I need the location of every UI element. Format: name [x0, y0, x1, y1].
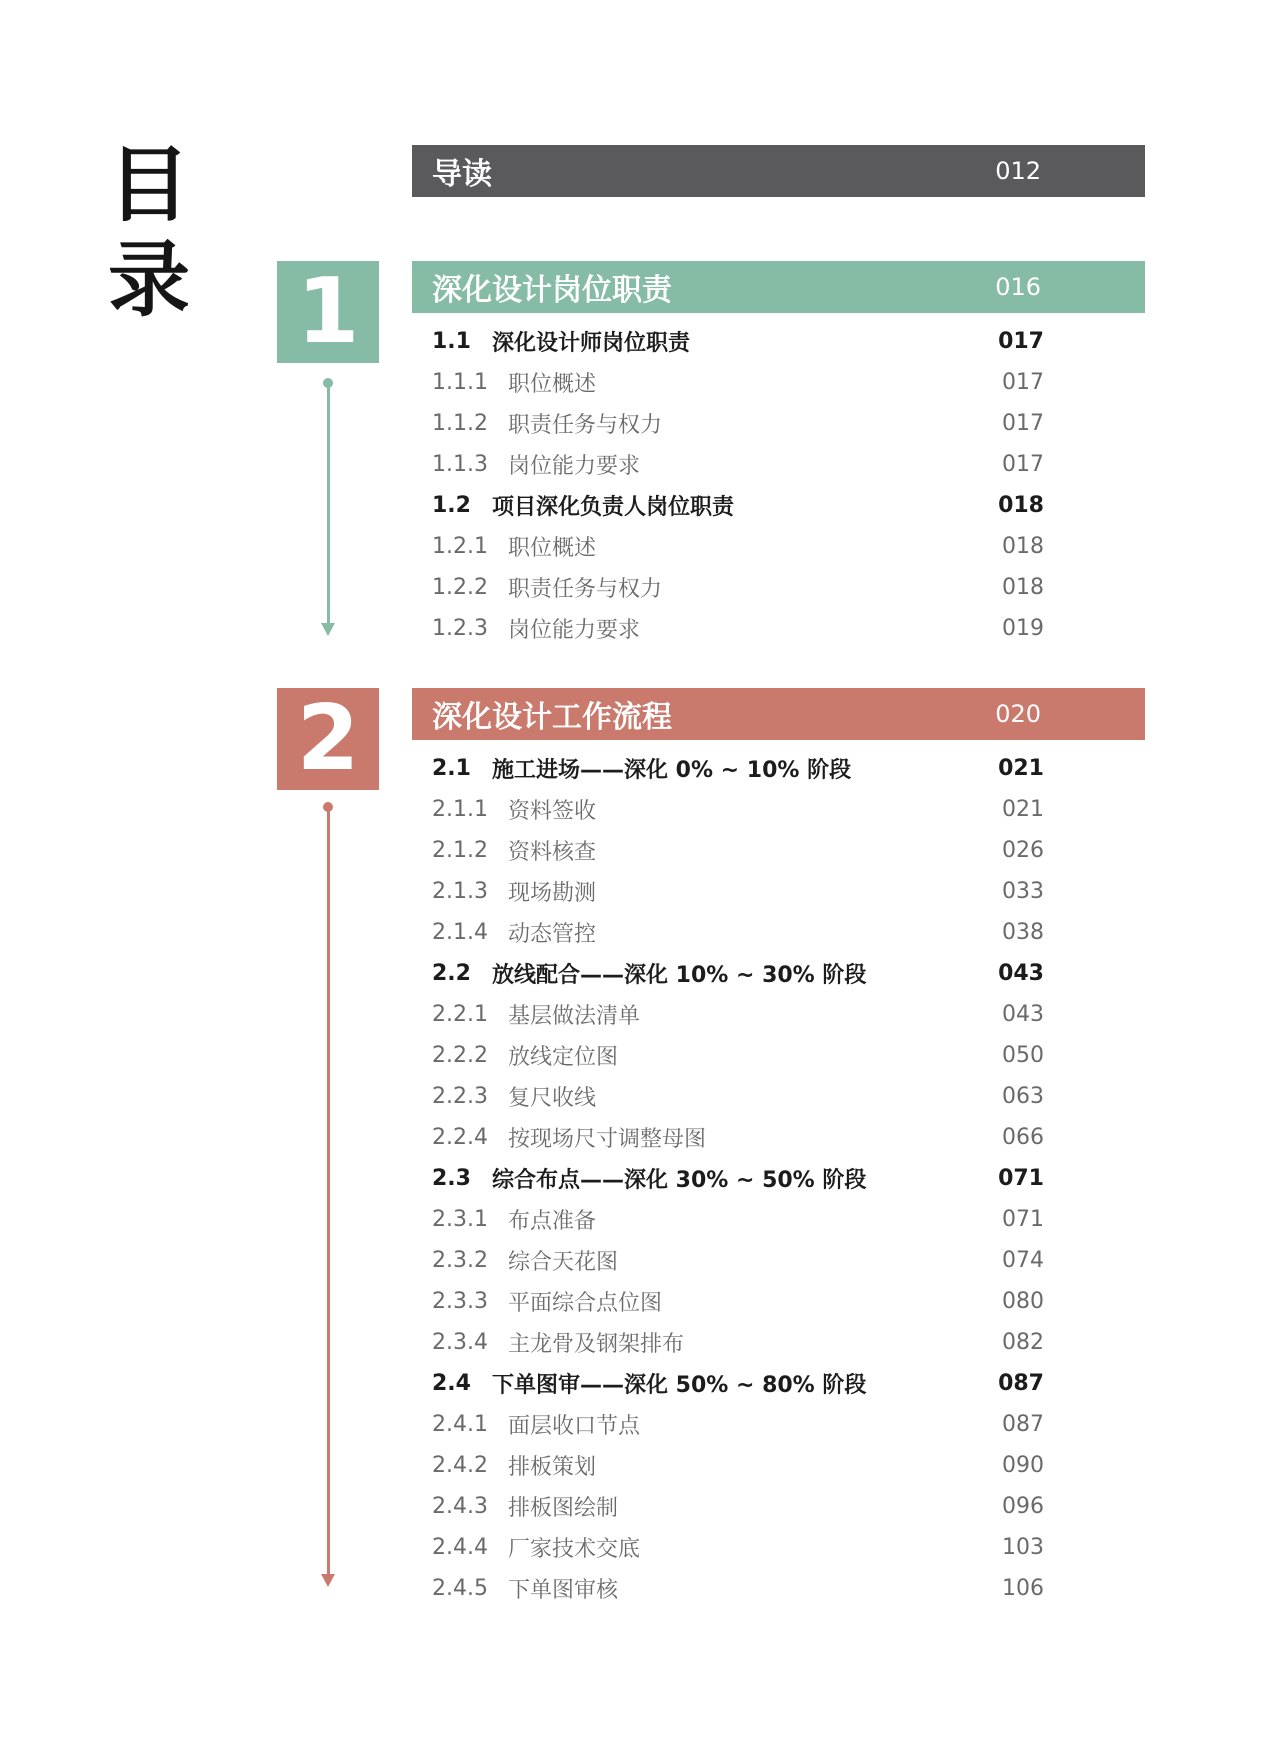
- entry-page: 017: [1002, 370, 1044, 395]
- entry-number: 2.3.3: [432, 1289, 488, 1314]
- intro-page: 012: [995, 157, 1041, 185]
- entry-page: 063: [1002, 1084, 1044, 1109]
- entry-number: 2.1.4: [432, 920, 488, 945]
- entry-title: 排板图绘制: [508, 1496, 619, 1521]
- entry-page: 021: [1002, 797, 1044, 822]
- entry-number: 2.2.2: [432, 1043, 488, 1068]
- chapter-2-number: 2: [296, 686, 360, 791]
- toc-subsection-entry[interactable]: [432, 362, 1044, 403]
- entry-title: 资料签收: [508, 799, 597, 824]
- chapter-1-title: 深化设计岗位职责: [432, 273, 672, 308]
- entry-number: 1.2.2: [432, 575, 488, 600]
- chapter-1-page: 016: [995, 273, 1041, 301]
- entry-number: 2.1.2: [432, 838, 488, 863]
- toc-subsection-entry[interactable]: [432, 1076, 1044, 1117]
- chapter-2-title: 深化设计工作流程: [432, 700, 672, 735]
- entry-page: 082: [1002, 1330, 1044, 1355]
- entry-title: 排板策划: [508, 1455, 597, 1480]
- entry-title: 平面综合点位图: [508, 1291, 663, 1316]
- entry-number: 1.1.1: [432, 370, 488, 395]
- entry-title: 基层做法清单: [508, 1004, 641, 1029]
- entry-page: 017: [1002, 452, 1044, 477]
- entry-page: 090: [1002, 1453, 1044, 1478]
- entry-page: 103: [1002, 1535, 1044, 1560]
- entry-page: 071: [1002, 1207, 1044, 1232]
- chapter-2-page: 020: [995, 700, 1041, 728]
- entry-title: 职位概述: [508, 372, 597, 397]
- entry-number: 1.2.1: [432, 534, 488, 559]
- entry-number: 1.1: [432, 329, 471, 354]
- entry-number: 2.3: [432, 1166, 471, 1191]
- entry-page: 043: [998, 961, 1044, 986]
- entry-number: 2.3.4: [432, 1330, 488, 1355]
- toc-subsection-entry[interactable]: [432, 567, 1044, 608]
- chapter-1-timeline-arrow-icon: [321, 623, 335, 636]
- entry-title: 综合布点——深化 30% ~ 50% 阶段: [492, 1168, 867, 1193]
- entry-number: 2.4.2: [432, 1453, 488, 1478]
- toc-subsection-entry[interactable]: [432, 994, 1044, 1035]
- entry-title: 职位概述: [508, 536, 597, 561]
- entry-page: 043: [1002, 1002, 1044, 1027]
- entry-number: 1.2.3: [432, 616, 488, 641]
- toc-subsection-entry[interactable]: [432, 1035, 1044, 1076]
- toc-section-entry[interactable]: [432, 321, 1044, 362]
- toc-subsection-entry[interactable]: [432, 871, 1044, 912]
- toc-subsection-entry[interactable]: [432, 1199, 1044, 1240]
- entry-number: 2.4.4: [432, 1535, 488, 1560]
- chapter-1-number-block: [277, 261, 379, 363]
- toc-section-entry[interactable]: [432, 953, 1044, 994]
- entry-number: 2.2.1: [432, 1002, 488, 1027]
- entry-page: 017: [1002, 411, 1044, 436]
- toc-subsection-entry[interactable]: [432, 608, 1044, 649]
- intro-bar[interactable]: [412, 145, 1145, 197]
- entry-page: 096: [1002, 1494, 1044, 1519]
- entry-title: 复尺收线: [508, 1086, 597, 1111]
- chapter-2-entries: [432, 748, 1044, 1609]
- toc-subsection-entry[interactable]: [432, 403, 1044, 444]
- entry-page: 050: [1002, 1043, 1044, 1068]
- entry-title: 动态管控: [508, 922, 597, 947]
- entry-page: 087: [1002, 1412, 1044, 1437]
- entry-number: 2.4.5: [432, 1576, 488, 1601]
- entry-title: 下单图审核: [508, 1578, 619, 1603]
- toc-subsection-entry[interactable]: [432, 830, 1044, 871]
- page-title-char-2: 录: [108, 233, 191, 328]
- entry-page: 074: [1002, 1248, 1044, 1273]
- entry-title: 岗位能力要求: [508, 618, 641, 643]
- entry-number: 1.1.2: [432, 411, 488, 436]
- entry-title: 放线配合——深化 10% ~ 30% 阶段: [492, 963, 867, 988]
- toc-subsection-entry[interactable]: [432, 789, 1044, 830]
- entry-page: 018: [1002, 575, 1044, 600]
- entry-number: 2.4.1: [432, 1412, 488, 1437]
- entry-page: 018: [998, 493, 1044, 518]
- entry-page: 026: [1002, 838, 1044, 863]
- entry-title: 厂家技术交底: [508, 1537, 641, 1562]
- entry-title: 主龙骨及钢架排布: [508, 1332, 685, 1357]
- entry-page: 017: [998, 329, 1044, 354]
- entry-title: 放线定位图: [508, 1045, 619, 1070]
- page-title-char-1: 目: [108, 138, 191, 233]
- toc-section-entry[interactable]: [432, 1158, 1044, 1199]
- entry-page: 080: [1002, 1289, 1044, 1314]
- toc-subsection-entry[interactable]: [432, 526, 1044, 567]
- intro-title: 导读: [432, 157, 492, 192]
- chapter-1-entries: [432, 321, 1044, 649]
- entry-page: 019: [1002, 616, 1044, 641]
- entry-number: 1.2: [432, 493, 471, 518]
- entry-page: 087: [998, 1371, 1044, 1396]
- toc-subsection-entry[interactable]: [432, 1486, 1044, 1527]
- chapter-2-timeline-arrow-icon: [321, 1574, 335, 1587]
- entry-title: 综合天花图: [508, 1250, 619, 1275]
- toc-subsection-entry[interactable]: [432, 1568, 1044, 1609]
- entry-number: 2.1.1: [432, 797, 488, 822]
- entry-number: 1.1.3: [432, 452, 488, 477]
- chapter-2-timeline-line: [327, 807, 330, 1575]
- toc-subsection-entry[interactable]: [432, 1527, 1044, 1568]
- entry-title: 职责任务与权力: [508, 413, 663, 438]
- toc-subsection-entry[interactable]: [432, 1404, 1044, 1445]
- toc-section-entry[interactable]: [432, 748, 1044, 789]
- toc-subsection-entry[interactable]: [432, 1240, 1044, 1281]
- entry-page: 018: [1002, 534, 1044, 559]
- toc-subsection-entry[interactable]: [432, 912, 1044, 953]
- entry-title: 职责任务与权力: [508, 577, 663, 602]
- entry-number: 2.3.2: [432, 1248, 488, 1273]
- entry-number: 2.2.3: [432, 1084, 488, 1109]
- entry-page: 033: [1002, 879, 1044, 904]
- entry-title: 岗位能力要求: [508, 454, 641, 479]
- chapter-1-timeline-line: [327, 383, 330, 623]
- entry-number: 2.4.3: [432, 1494, 488, 1519]
- entry-title: 布点准备: [508, 1209, 597, 1234]
- entry-page: 038: [1002, 920, 1044, 945]
- entry-title: 深化设计师岗位职责: [492, 331, 691, 356]
- chapter-2-bar[interactable]: [412, 688, 1145, 740]
- toc-subsection-entry[interactable]: [432, 1281, 1044, 1322]
- toc-subsection-entry[interactable]: [432, 1322, 1044, 1363]
- chapter-1-number: 1: [296, 259, 360, 364]
- chapter-2-number-block: [277, 688, 379, 790]
- entry-title: 施工进场——深化 0% ~ 10% 阶段: [492, 758, 852, 783]
- entry-page: 071: [998, 1166, 1044, 1191]
- entry-number: 2.2.4: [432, 1125, 488, 1150]
- entry-page: 021: [998, 756, 1044, 781]
- entry-title: 按现场尺寸调整母图: [508, 1127, 707, 1152]
- entry-number: 2.1.3: [432, 879, 488, 904]
- entry-number: 2.4: [432, 1371, 471, 1396]
- entry-title: 现场勘测: [508, 881, 597, 906]
- entry-number: 2.1: [432, 756, 471, 781]
- entry-page: 066: [1002, 1125, 1044, 1150]
- toc-subsection-entry[interactable]: [432, 444, 1044, 485]
- toc-section-entry[interactable]: [432, 1363, 1044, 1404]
- toc-subsection-entry[interactable]: [432, 1117, 1044, 1158]
- entry-title: 项目深化负责人岗位职责: [492, 495, 735, 520]
- entry-title: 面层收口节点: [508, 1414, 641, 1439]
- entry-page: 106: [1002, 1576, 1044, 1601]
- entry-number: 2.3.1: [432, 1207, 488, 1232]
- entry-number: 2.2: [432, 961, 471, 986]
- toc-section-entry[interactable]: [432, 485, 1044, 526]
- chapter-1-bar[interactable]: [412, 261, 1145, 313]
- toc-subsection-entry[interactable]: [432, 1445, 1044, 1486]
- entry-title: 下单图审——深化 50% ~ 80% 阶段: [492, 1373, 867, 1398]
- entry-title: 资料核查: [508, 840, 597, 865]
